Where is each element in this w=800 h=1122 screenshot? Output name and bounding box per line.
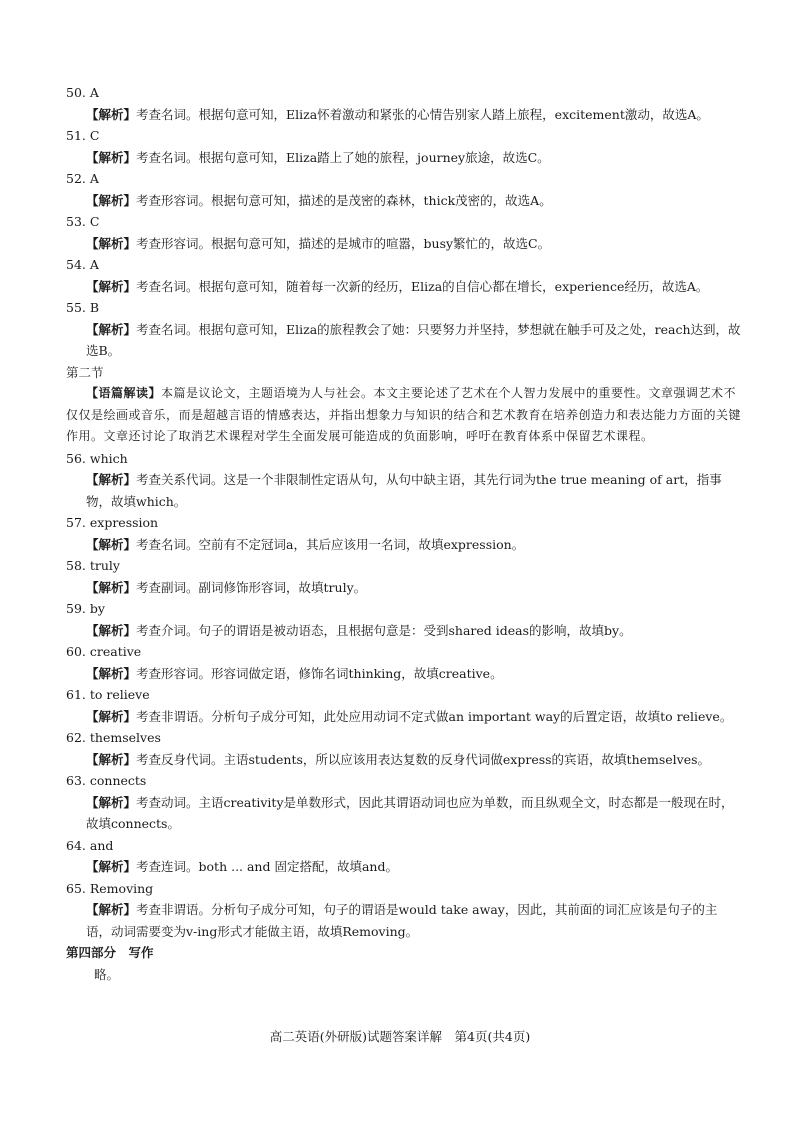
question-number: 57. — [66, 515, 86, 530]
answer-item — [66, 297, 742, 362]
question-number: 54. — [66, 257, 86, 272]
question-number: 55. — [66, 300, 86, 315]
answer-line — [66, 641, 742, 663]
explanation-tag: 【解析】 — [86, 579, 137, 595]
explanation-tag: 【解析】 — [86, 708, 137, 724]
explanation — [86, 104, 742, 126]
explanation — [86, 620, 742, 642]
answer-line — [66, 684, 742, 706]
reading-interpretation — [66, 383, 742, 448]
part-title: 第四部分 写作 — [66, 945, 154, 960]
question-number: 62. — [66, 730, 86, 745]
explanation — [86, 577, 742, 599]
answer-item — [66, 727, 742, 770]
answer-line — [66, 82, 742, 104]
explanation-text: 考查名词。根据句意可知，Eliza怀着激动和紧张的心情告别家人踏上旅程，excitement激动，故选A。 — [136, 106, 709, 122]
answer-item — [66, 878, 742, 943]
question-number: 53. — [66, 214, 86, 229]
answer-item — [66, 512, 742, 555]
answer-item — [66, 168, 742, 211]
answer-item — [66, 82, 742, 125]
explanation-tag: 【解析】 — [86, 665, 137, 681]
answer-line — [66, 727, 742, 749]
fill-answers — [66, 448, 742, 943]
reading-text: 本篇是议论文，主题语境为人与社会。本文主要论述了艺术在个人智力发展中的重要性。文章强调艺术不仅仅是绘画或音乐，而是超越言语的情感表达，并指出想象力与知识的结合和艺术教育在培养创造力和表达能力方面的关键作用。文章还讨论了取消艺术课程对学生全面发展可能造成的负面影响，呼吁在教育体系中保留艺术课程。 — [66, 386, 742, 443]
answer-value: connects — [89, 773, 147, 788]
question-number: 64. — [66, 837, 86, 853]
explanation-tag: 【解析】 — [86, 235, 137, 251]
answer-item — [66, 598, 742, 641]
explanation — [86, 856, 742, 878]
section-title: 第二节 — [66, 364, 104, 380]
answer-value: B — [89, 300, 100, 315]
answer-line — [66, 254, 742, 276]
answer-value: A — [89, 171, 99, 186]
question-number: 58. — [66, 558, 86, 573]
page-content — [66, 82, 742, 985]
answer-value: creative — [89, 644, 142, 659]
explanation — [86, 706, 742, 728]
explanation — [86, 319, 742, 362]
answer-line — [66, 555, 742, 577]
answer-line — [66, 878, 742, 900]
answer-line — [66, 512, 742, 534]
explanation-text: 考查形容词。根据句意可知，描述的是城市的喧嚣，busy繁忙的，故选C。 — [136, 235, 551, 251]
answer-line — [66, 168, 742, 190]
answer-item — [66, 641, 742, 684]
explanation — [86, 749, 742, 771]
question-number: 65. — [66, 880, 86, 896]
explanation-text: 考查非谓语。分析句子成分可知，此处应用动词不定式做an important way的后置定语，故填to relieve。 — [136, 708, 733, 724]
answer-value: Removing — [89, 880, 154, 896]
explanation-text: 考查动词。主语creativity是单数形式，因此其谓语动词也应为单数，而且纵观全文，时态都是一般现在时，故填connects。 — [86, 794, 734, 831]
question-number: 63. — [66, 773, 86, 788]
question-number: 52. — [66, 171, 86, 186]
explanation — [86, 663, 742, 685]
explanation-tag: 【解析】 — [86, 751, 137, 767]
answer-line — [66, 297, 742, 319]
explanation-text: 考查关系代词。这是一个非限制性定语从句，从句中缺主语，其先行词为the true meaning of art，指事物，故填which。 — [86, 472, 722, 509]
question-number: 51. — [66, 128, 86, 143]
answer-value: C — [89, 128, 100, 143]
explanation-tag: 【解析】 — [86, 859, 137, 874]
answer-value: themselves — [89, 730, 161, 745]
answer-item — [66, 770, 742, 835]
explanation — [86, 190, 742, 212]
question-number: 60. — [66, 644, 86, 659]
answer-value: and — [89, 837, 114, 853]
answer-line — [66, 211, 742, 233]
explanation — [86, 276, 742, 298]
explanation-text: 考查名词。根据句意可知，Eliza踏上了她的旅程，journey旅途，故选C。 — [136, 149, 550, 165]
answer-line — [66, 125, 742, 147]
answer-item — [66, 684, 742, 727]
explanation-text: 考查名词。根据句意可知，Eliza的旅程教会了她：只要努力并坚持，梦想就在触手可及之处，reach达到，故选B。 — [86, 321, 741, 358]
explanation-tag: 【解析】 — [86, 794, 137, 810]
explanation-text: 考查副词。副词修饰形容词，故填truly。 — [136, 579, 367, 595]
question-number: 61. — [66, 687, 86, 702]
answer-item — [66, 555, 742, 598]
answer-value: A — [89, 257, 99, 272]
explanation-text: 考查形容词。根据句意可知，描述的是茂密的森林，thick茂密的，故选A。 — [136, 192, 552, 208]
explanation-text: 考查介词。句子的谓语是被动语态，且根据句意是：受到shared ideas的影响，故填by。 — [136, 622, 632, 638]
answer-line — [66, 835, 742, 857]
reading-tag: 【语篇解读】 — [86, 386, 162, 400]
explanation-tag: 【解析】 — [86, 278, 137, 294]
question-number: 59. — [66, 601, 86, 616]
explanation-text: 考查非谓语。分析句子成分可知，句子的谓语是would take away，因此，其前面的词汇应该是句子的主语，动词需要变为v-ing形式才能做主语，故填Removing。 — [86, 902, 718, 939]
explanation — [86, 233, 742, 255]
page-footer: 高二英语(外研版)试题答案详解 第4页(共4页) — [269, 1029, 531, 1044]
explanation-tag: 【解析】 — [86, 106, 137, 122]
answer-value: to relieve — [89, 687, 150, 702]
explanation-tag: 【解析】 — [86, 192, 137, 208]
answer-value: C — [89, 214, 100, 229]
answer-line — [66, 448, 742, 470]
question-number: 50. — [66, 85, 86, 100]
choice-answers — [66, 82, 742, 362]
explanation — [86, 534, 742, 556]
explanation — [86, 147, 742, 169]
question-number: 56. — [66, 450, 86, 466]
explanation — [86, 792, 742, 835]
answer-item — [66, 254, 742, 297]
explanation — [86, 469, 742, 512]
explanation-tag: 【解析】 — [86, 536, 137, 552]
explanation-tag: 【解析】 — [86, 321, 137, 337]
answer-line — [66, 598, 742, 620]
explanation-text: 考查形容词。形容词做定语，修饰名词thinking，故填creative。 — [136, 665, 503, 681]
answer-item — [66, 835, 742, 878]
answer-value: by — [89, 601, 105, 616]
explanation-tag: 【解析】 — [86, 622, 137, 638]
writing-omitted: 略。 — [94, 966, 120, 982]
answer-value: expression — [89, 515, 159, 530]
answer-item — [66, 448, 742, 513]
answer-value: A — [89, 85, 99, 100]
answer-item — [66, 125, 742, 168]
answer-value: truly — [89, 558, 120, 573]
answer-item — [66, 211, 742, 254]
explanation-text: 考查反身代词。主语students，所以应该用表达复数的反身代词做express的宾语，故填themselves。 — [136, 751, 711, 767]
explanation-tag: 【解析】 — [86, 472, 137, 487]
explanation — [86, 899, 742, 942]
answer-value: which — [89, 450, 128, 466]
explanation-text: 考查名词。根据句意可知，随着每一次新的经历，Eliza的自信心都在增长，experience经历，故选A。 — [136, 278, 709, 294]
explanation-tag: 【解析】 — [86, 902, 137, 917]
explanation-text: 考查名词。空前有不定冠词a，其后应该用一名词，故填expression。 — [136, 536, 525, 552]
explanation-tag: 【解析】 — [86, 149, 137, 165]
answer-line — [66, 770, 742, 792]
explanation-text: 考查连词。both ... and 固定搭配，故填and。 — [136, 859, 398, 874]
